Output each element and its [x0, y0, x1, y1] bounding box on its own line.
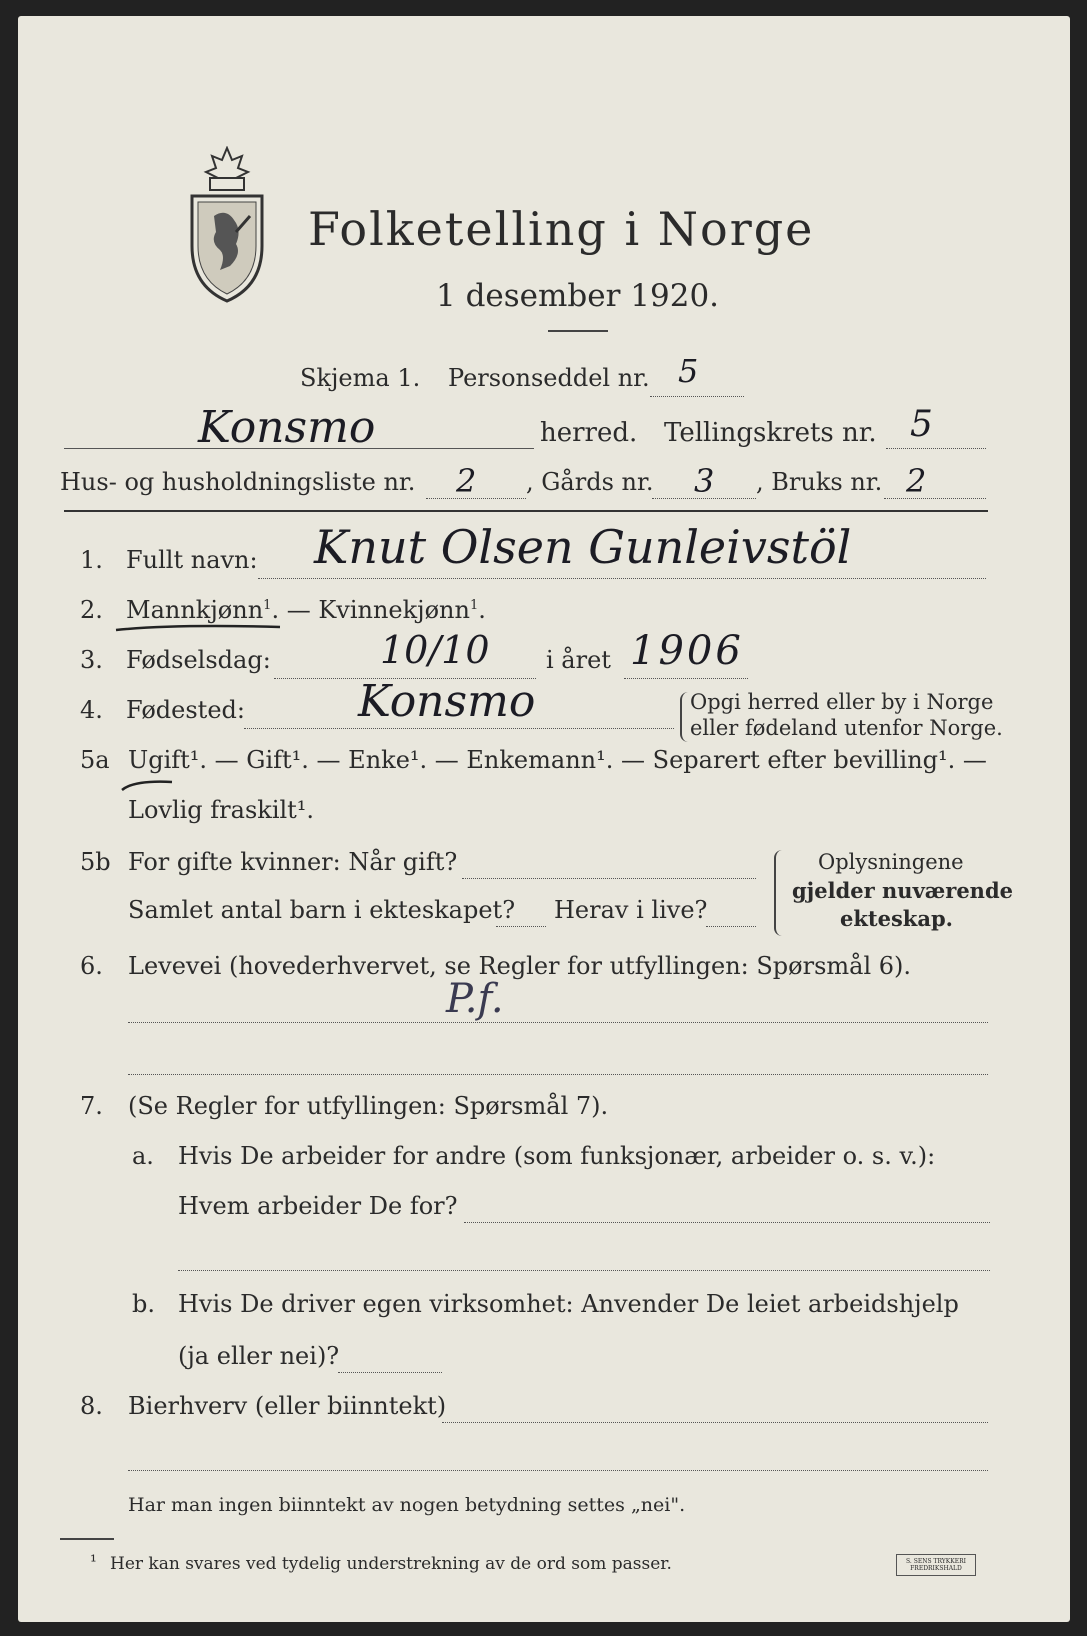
q6-number: 6.	[80, 952, 103, 980]
q7-number: 7.	[80, 1092, 103, 1120]
gaards-label: , Gårds nr.	[526, 468, 654, 496]
footnote-rule	[60, 1538, 114, 1540]
q5a-mark	[120, 778, 180, 792]
q7b-line	[338, 1372, 442, 1373]
census-form	[18, 16, 1070, 1622]
header-rule	[64, 510, 988, 512]
q3-year-line	[624, 678, 748, 679]
personseddel-line	[650, 396, 744, 397]
husliste-value[interactable]: 2	[456, 462, 477, 500]
q4-number: 4.	[80, 696, 103, 724]
q2-male-label[interactable]: Mannkjønn	[126, 596, 264, 624]
q8-number: 8.	[80, 1392, 103, 1420]
q3-number: 3.	[80, 646, 103, 674]
q3-value[interactable]: 10/10	[380, 628, 490, 672]
q5a-number: 5a	[80, 746, 110, 774]
q5b-alive-label: Herav i live?	[554, 896, 708, 924]
q8-label: Bierhverv (eller biinntekt)	[128, 1392, 447, 1420]
title-divider	[548, 330, 608, 332]
bruks-line	[884, 498, 986, 499]
gaards-value[interactable]: 3	[694, 462, 715, 500]
footer-note: Har man ingen biinntekt av nogen betydning settes „nei".	[128, 1494, 686, 1516]
q7-label: (Se Regler for utfyllingen: Spørsmål 7).	[128, 1092, 609, 1120]
husliste-label: Hus- og husholdningsliste nr.	[60, 468, 416, 496]
footnote-text: Her kan svares ved tydelig understrekning av de ord som passer.	[110, 1554, 672, 1574]
q2-separator: . —	[271, 596, 311, 624]
q6-line-2	[128, 1074, 988, 1075]
q7b-label: Hvis De driver egen virksomhet: Anvender De leiet arbeidshjelp	[178, 1290, 959, 1318]
q4-label: Fødested:	[126, 696, 245, 724]
form-title: Folketelling i Norge	[308, 202, 815, 256]
q5a-options-2[interactable]: Lovlig fraskilt¹.	[128, 796, 315, 824]
q7a-label: Hvis De arbeider for andre (som funksjonær, arbeider o. s. v.):	[178, 1142, 936, 1170]
q5b-brace	[774, 850, 784, 936]
q6-label: Levevei (hovederhvervet, se Regler for utfyllingen: Spørsmål 6).	[128, 952, 912, 980]
q4-note-2: eller fødeland utenfor Norge.	[690, 716, 1003, 740]
q1-line	[258, 578, 986, 579]
q5b-note-1: Oplysningene	[818, 850, 964, 874]
bruks-value[interactable]: 2	[906, 462, 927, 500]
q4-value[interactable]: Konsmo	[358, 676, 536, 727]
q6-value[interactable]: P.f.	[446, 976, 504, 1022]
personseddel-label: Personseddel nr.	[448, 364, 650, 392]
q7b-label-2: (ja eller nei)?	[178, 1342, 340, 1370]
bruks-label: , Bruks nr.	[756, 468, 883, 496]
q5b-children-line	[496, 926, 546, 927]
q4-line	[244, 728, 674, 729]
q5b-children-label: Samlet antal barn i ekteskapet?	[128, 896, 516, 924]
q4-brace	[680, 692, 688, 742]
q7a-line-2	[178, 1270, 990, 1271]
q1-number: 1.	[80, 546, 103, 574]
q5b-when-line	[462, 878, 756, 879]
q8-line-2	[128, 1470, 988, 1471]
q2-number: 2.	[80, 596, 103, 624]
tellingskrets-value[interactable]: 5	[910, 404, 933, 445]
herred-value[interactable]: Konsmo	[198, 402, 376, 453]
q3-year-value[interactable]: 1906	[630, 628, 744, 674]
q8-line-1	[442, 1422, 988, 1423]
q6-line-1	[128, 1022, 988, 1023]
q5b-note-2: gjelder nuværende	[792, 878, 1013, 903]
q5b-alive-line	[706, 926, 756, 927]
q5a-options[interactable]: Ugift¹. — Gift¹. — Enke¹. — Enkemann¹. — Separert efter bevilling¹. —	[128, 746, 987, 774]
q1-label: Fullt navn:	[126, 546, 258, 574]
herred-label: herred.	[540, 418, 638, 448]
q5b-when-label: For gifte kvinner: Når gift?	[128, 848, 458, 876]
q3-year-label: i året	[546, 646, 611, 674]
printer-stamp: S. SENS TRYKKERI FREDRIKSHALD	[896, 1554, 976, 1576]
q2-female-label[interactable]: Kvinnekjønn	[318, 596, 470, 624]
q1-value[interactable]: Knut Olsen Gunleivstöl	[314, 520, 852, 574]
tellingskrets-line	[886, 448, 986, 449]
tellingskrets-label: Tellingskrets nr.	[664, 418, 877, 448]
q2-male: Mannkjønn$^1$. — Kvinnekjønn$^1$.	[126, 596, 486, 624]
q7a-line-1	[464, 1222, 990, 1223]
q7a-letter: a.	[132, 1142, 154, 1170]
skjema-label: Skjema 1.	[300, 364, 421, 392]
footnote-mark: ¹	[90, 1552, 97, 1572]
coat-of-arms-icon	[186, 146, 268, 306]
census-date: 1 desember 1920.	[436, 278, 720, 314]
q7a-label-2: Hvem arbeider De for?	[178, 1192, 458, 1220]
q5b-number: 5b	[80, 848, 111, 876]
q3-label: Fødselsdag:	[126, 646, 271, 674]
q7b-letter: b.	[132, 1290, 155, 1318]
q4-note-1: Opgi herred eller by i Norge	[690, 690, 994, 714]
q5b-note-3: ekteskap.	[840, 906, 953, 931]
personseddel-value[interactable]: 5	[678, 352, 699, 390]
q2-underline-mark	[114, 622, 284, 634]
